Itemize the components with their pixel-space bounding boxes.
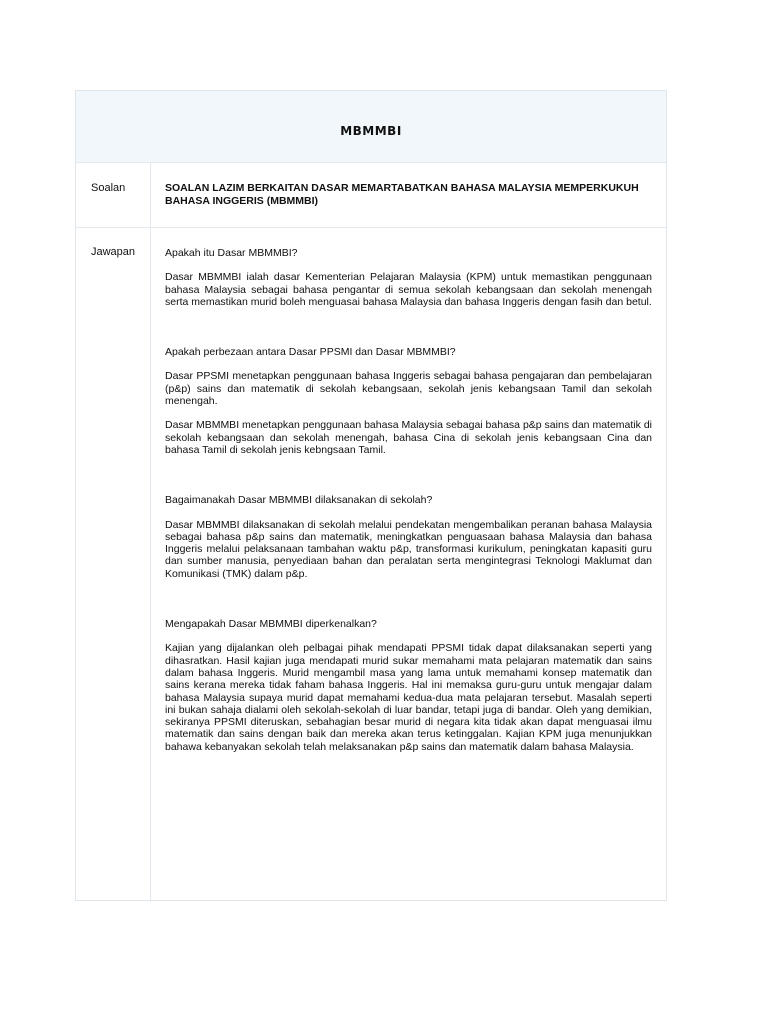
answer-paragraph: Dasar MBMMBI dilaksanakan di sekolah melalui pendekatan mengembalikan peranan bahasa Malaysia sebagai bahasa p&p sains dan matematik, meningkatkan penguasaan bahasa Malaysia dan bahasa Inggeris melalui pelaksanaan tambahan waktu p&p, transformasi kurikulum, peningkatan kapasiti guru dan sumber manusia, penyediaan bahan dan peralatan serta mengintegrasi Teknologi Maklumat dan Komunikasi (TMK) dalam p&p. [165, 518, 652, 580]
soalan-text: SOALAN LAZIM BERKAITAN DASAR MEMARTABATKAN BAHASA MALAYSIA MEMPERKUKUH BAHASA INGGERIS (MBMMBI) [165, 182, 639, 207]
jawapan-row [76, 228, 666, 902]
soalan-label: Soalan [76, 163, 151, 227]
page-title: MBMMBI [340, 123, 402, 138]
question-heading: Apakah perbezaan antara Dasar PPSMI dan Dasar MBMMBI? [165, 346, 456, 359]
question-heading: Mengapakah Dasar MBMMBI diperkenalkan? [165, 618, 377, 631]
soalan-row [76, 163, 666, 228]
answer-paragraph: Kajian yang dijalankan oleh pelbagai pihak mendapati PPSMI tidak dapat dilaksanakan seperti yang dihasratkan. Hasil kajian juga mendapati murid sukar memahami mata pelajaran matematik dan sains dalam bahasa Inggeris. Murid mengambil masa yang lama untuk memahami konsep matematik dan sains kerana mereka tidak faham bahasa Inggeris. Hal ini memaksa guru-guru untuk mengajar dalam bahasa Malaysia supaya murid dapat memahami kedua-dua mata pelajaran tersebut. Masalah seperti ini bukan sahaja dialami oleh sekolah-sekolah di luar bandar, tetapi juga di bandar. Oleh yang demikian, sekiranya PPSMI diteruskan, sebahagian besar murid di negara kita tidak akan dapat menguasai ilmu matematik dan sains dengan baik dan mereka akan terus ketinggalan. Kajian KPM juga menunjukkan bahawa kebanyakan sekolah telah melaksanakan p&p sains dan matematik dalam bahasa Malaysia. [165, 642, 652, 753]
table-header [76, 91, 666, 163]
jawapan-label: Jawapan [76, 228, 151, 902]
answer-paragraph: Dasar PPSMI menetapkan penggunaan bahasa Inggeris sebagai bahasa pengajaran dan pembelajaran (p&p) sains dan matematik di sekolah kebangsaan, sekolah jenis kebangsaan Tamil dan sekolah menengah. [165, 370, 652, 408]
faq-table [75, 90, 667, 901]
answer-paragraph: Dasar MBMMBI ialah dasar Kementerian Pelajaran Malaysia (KPM) untuk memastikan penggunaan bahasa Malaysia sebagai bahasa pengantar di semua sekolah kebangsaan dan sekolah menengah serta memastikan murid boleh menguasai bahasa Malaysia dan bahasa Inggeris dengan fasih dan betul. [165, 271, 652, 308]
question-heading: Bagaimanakah Dasar MBMMBI dilaksanakan di sekolah? [165, 494, 433, 507]
question-heading: Apakah itu Dasar MBMMBI? [165, 247, 298, 259]
jawapan-content [151, 228, 666, 902]
answer-paragraph: Dasar MBMMBI menetapkan penggunaan bahasa Malaysia sebagai bahasa p&p sains dan matematik di sekolah kebangsaan dan sekolah menengah, bahasa Cina di sekolah jenis kebangsaan Cina dan bahasa Tamil di sekolah jenis kebngsaan Tamil. [165, 419, 652, 456]
